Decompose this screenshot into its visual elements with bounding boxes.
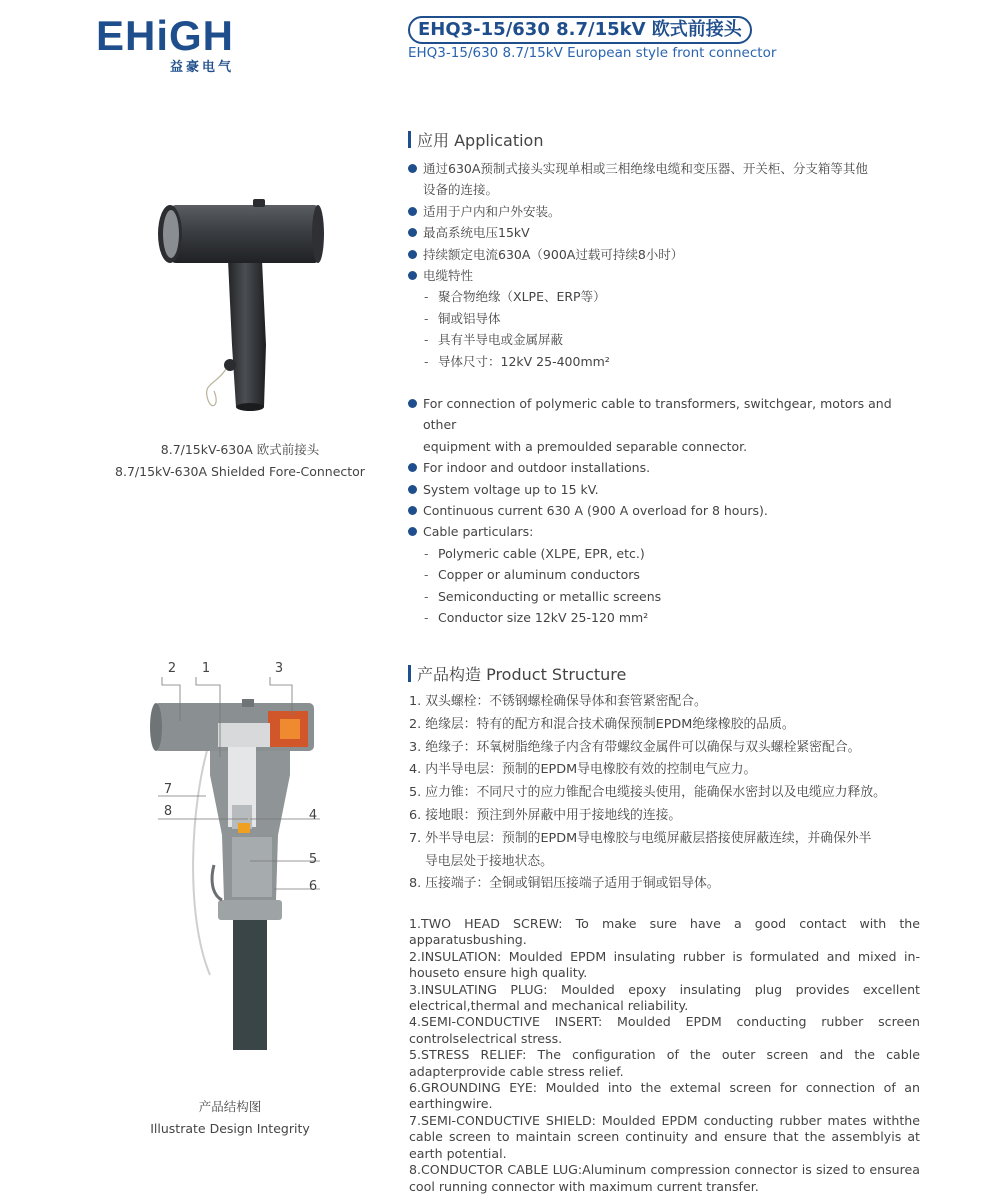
diagram-caption-zh: 产品结构图 [198, 1099, 262, 1114]
application-heading [408, 128, 544, 151]
page-subtitle: EHQ3-15/630 8.7/15kV European style front connector [408, 45, 777, 61]
list-item: Cable particulars: [408, 521, 928, 542]
list-item: Continuous current 630 A (900 A overload for 8 hours). [408, 500, 928, 521]
list-item: 4. 内半导电层：预制的EPDM导电橡胶有效的控制电气应力。 [409, 762, 757, 778]
list-subitem: - 导体尺寸：12kV 25-400mm² [408, 351, 928, 372]
heading-bar [408, 131, 411, 148]
list-item: 2. 绝缘层：特有的配方和混合技术确保预制EPDM绝缘橡胶的品质。 [409, 716, 795, 732]
paragraph: 7.SEMI-CONDUCTIVE SHIELD: Moulded EPDM conducting rubber mates withthe cable screen to maintain screen continuity and ensure that the assemblyis at earth potential. [409, 1112, 920, 1161]
paragraph: 2.INSULATION: Moulded EPDM insulating rubber is formulated and mixed in-houseto ensure high quality. [409, 948, 920, 981]
list-item: 5. 应力锥：不同尺寸的应力锥配合电缆接头使用，能确保水密封以及电缆应力释放。 [409, 785, 886, 801]
list-subitem: - Copper or aluminum conductors [408, 564, 928, 585]
structure-en-text [409, 916, 920, 1195]
callout-label: 5 [308, 852, 318, 867]
photo-caption-zh: 8.7/15kV-630A 欧式前接头 [160, 442, 320, 457]
page-title: EHQ3-15/630 8.7/15kV 欧式前接头 [408, 16, 752, 44]
paragraph: 1.TWO HEAD SCREW: To make sure have a good contact with the apparatusbushing. [409, 916, 920, 948]
callout-label: 7 [163, 782, 173, 797]
callout-label: 3 [274, 661, 284, 676]
list-item: 8. 压接端子：全铜或铜铝压接端子适用于铜或铝导体。 [409, 876, 720, 892]
list-item: 7. 外半导电层：预制的EPDM导电橡胶与电缆屏蔽层搭接使屏蔽连续，并确保外半 [409, 830, 872, 846]
list-subitem: - Semiconducting or metallic screens [408, 586, 928, 607]
brand-logo: EHiGH [96, 12, 235, 59]
application-heading-text: 应用 Application [417, 131, 544, 150]
diagram-caption [110, 1096, 350, 1140]
diagram-caption-en: Illustrate Design Integrity [150, 1121, 310, 1136]
list-item: For connection of polymeric cable to transformers, switchgear, motors and other equipment with a premoulded separable connector. [408, 393, 928, 457]
structure-zh-list [409, 691, 929, 896]
list-subitem: - 铜或铝导体 [408, 308, 928, 329]
list-item: For indoor and outdoor installations. [408, 457, 928, 478]
callout-label: 8 [163, 804, 173, 819]
connector-photo [150, 195, 330, 425]
list-subitem: - Conductor size 12kV 25-120 mm² [408, 607, 928, 628]
list-item: 最高系统电压15kV [408, 222, 928, 243]
callout-label: 1 [201, 661, 211, 676]
list-item: 6. 接地眼：预注到外屏蔽中用于接地线的连接。 [409, 807, 682, 823]
structure-heading-text: 产品构造 Product Structure [417, 665, 627, 684]
list-item: 持续额定电流630A（900A过载可持续8小时） [408, 244, 928, 265]
structure-heading [408, 662, 626, 685]
callout-label: 6 [308, 879, 318, 894]
list-subitem: - 聚合物绝缘（XLPE、ERP等） [408, 286, 928, 307]
paragraph: 6.GROUNDING EYE: Moulded into the extemal screen for connection of an earthingwire. [409, 1080, 920, 1112]
list-item: 1. 双头螺栓：不锈钢螺栓确保导体和套管紧密配合。 [409, 694, 707, 709]
paragraph: 5.STRESS RELIEF: The configuration of the outer screen and the cable adapterprovide cable stress relief. [409, 1047, 920, 1079]
photo-caption [90, 439, 390, 483]
paragraph: 8.CONDUCTOR CABLE LUG:Aluminum compression connector is sized to ensurea cool running connector with maximum current transfer. [409, 1162, 920, 1194]
list-subitem: - 具有半导电或金属屏蔽 [408, 329, 928, 350]
list-item: 导电层处于接地状态。 [425, 853, 553, 869]
structure-diagram [150, 655, 340, 1055]
heading-bar [408, 665, 411, 682]
list-item: 通过630A预制式接头实现单相或三相绝缘电缆和变压器、开关柜、分支箱等其他 设备的连接。 [408, 158, 928, 201]
list-item: 3. 绝缘子：环氧树脂绝缘子内含有带螺纹金属件可以确保与双头螺栓紧密配合。 [409, 739, 861, 755]
list-item: 电缆特性 [408, 265, 928, 286]
list-item: System voltage up to 15 kV. [408, 479, 928, 500]
photo-caption-en: 8.7/15kV-630A Shielded Fore-Connector [115, 464, 365, 479]
callout-label: 4 [308, 808, 318, 823]
application-zh-list [408, 158, 928, 372]
paragraph: 3.INSULATING PLUG: Moulded epoxy insulating plug provides excellent electrical,thermal and mechanical reliability. [409, 981, 920, 1014]
list-item: 适用于户内和户外安装。 [408, 201, 928, 222]
paragraph: 4.SEMI-CONDUCTIVE INSERT: Moulded EPDM conducting rubber screen controlselectrical stress. [409, 1014, 920, 1046]
callout-label: 2 [167, 661, 177, 676]
brand-logo-subtitle: 益豪电气 [170, 60, 235, 75]
list-subitem: - Polymeric cable (XLPE, EPR, etc.) [408, 543, 928, 564]
application-en-list [408, 393, 928, 628]
